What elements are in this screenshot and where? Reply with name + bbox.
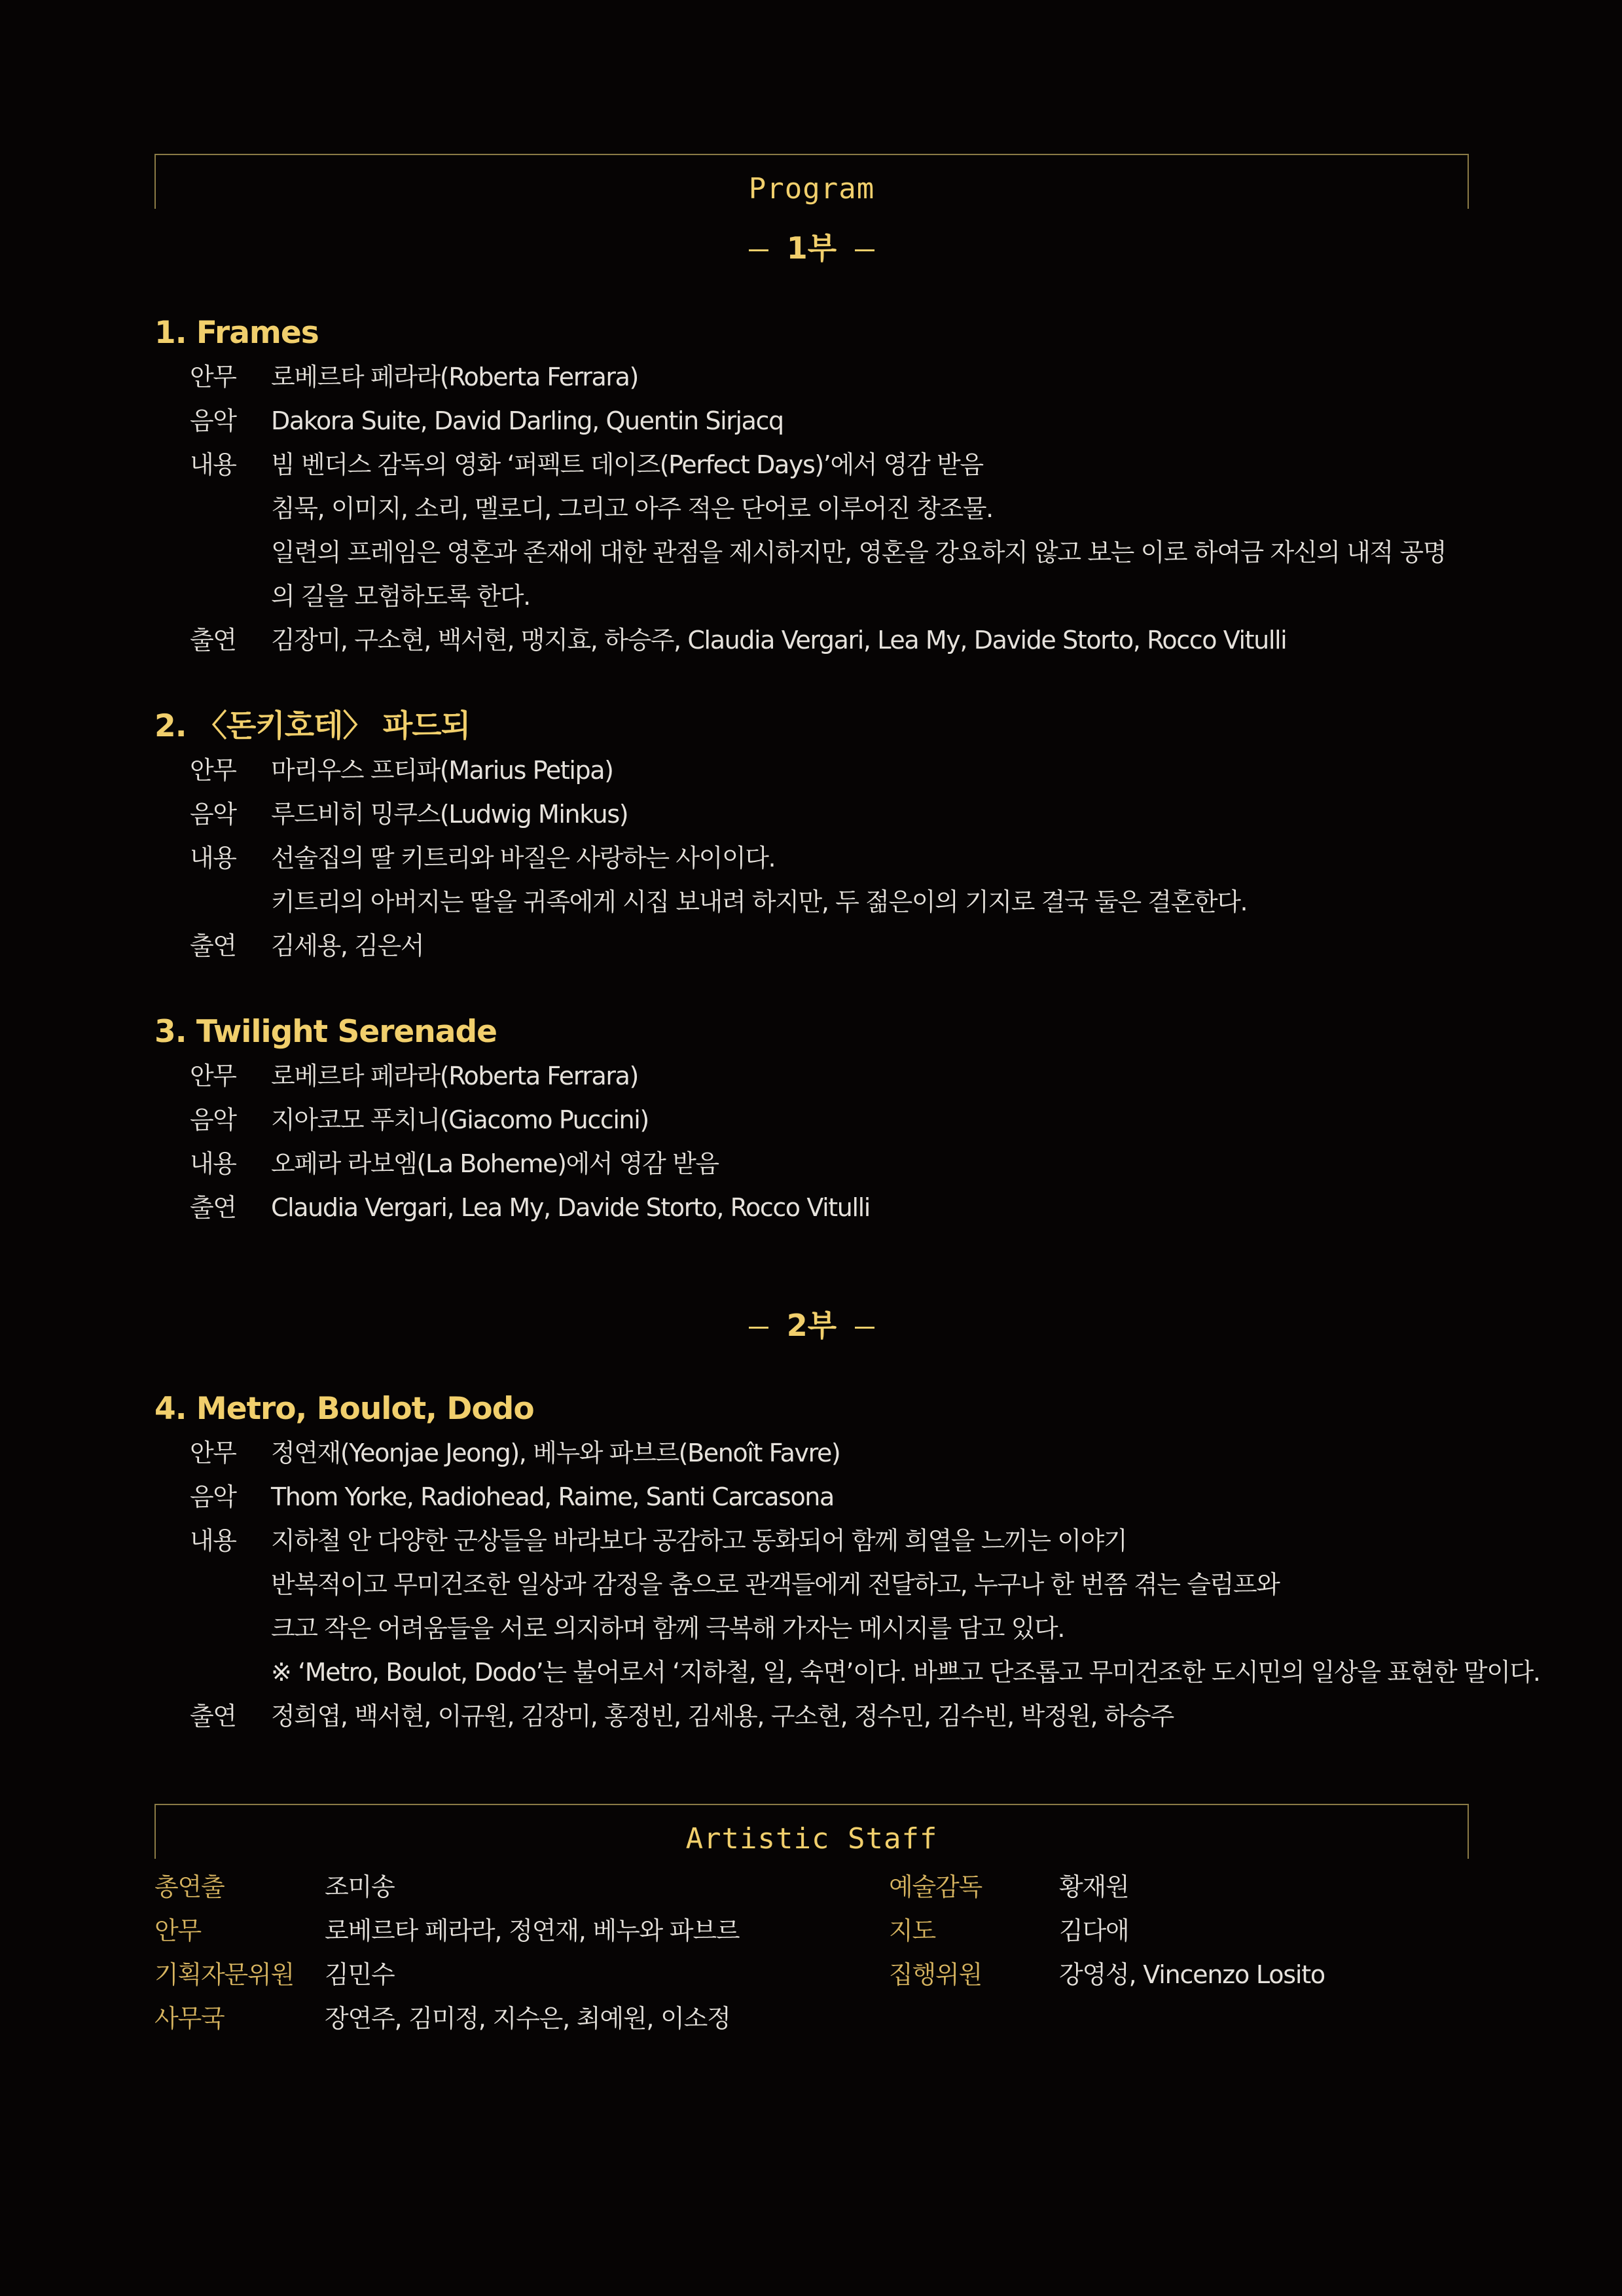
- dash-left: [749, 1327, 768, 1329]
- credit-value: [271, 1054, 1469, 1098]
- credit-row: [154, 836, 1469, 924]
- credit-label: 출연: [190, 1193, 236, 1222]
- credit-line: Thom Yorke, Radiohead, Raime, Santi Carcasona: [271, 1482, 834, 1511]
- credit-row: [154, 1519, 1540, 1695]
- dash-left: [749, 249, 768, 251]
- credit-value: [271, 1519, 1540, 1695]
- credit-row: [154, 749, 1469, 793]
- staff-row: [889, 1909, 1325, 1953]
- credit-row: [154, 399, 1469, 443]
- staff-frame: [154, 1804, 1469, 1859]
- credit-line: 정희엽, 백서현, 이규원, 김장미, 홍정빈, 김세용, 구소현, 정수민, 김수빈, 박정원, 하승주: [271, 1702, 1174, 1731]
- staff-row: [154, 1953, 739, 1997]
- staff-names: 김민수: [325, 1960, 395, 1989]
- program-heading: Program: [748, 172, 875, 206]
- credit-row: [154, 1475, 1469, 1519]
- credit-label: 내용: [190, 1526, 236, 1555]
- credit-label: 안무: [190, 1062, 236, 1090]
- staff-row: [154, 1997, 739, 2041]
- staff-role: 총연출: [154, 1873, 225, 1901]
- credit-row: [154, 793, 1469, 836]
- credit-label: 음악: [190, 1105, 236, 1134]
- credit-row: [154, 619, 1469, 662]
- staff-role: 집행위원: [889, 1960, 982, 1989]
- credit-line: 반복적이고 무미건조한 일상과 감정을 춤으로 관객들에게 전달하고, 누구나 한 번쯤 겪는 슬럼프와: [271, 1570, 1280, 1599]
- credit-label: 음악: [190, 406, 236, 435]
- credit-label: 내용: [190, 450, 236, 479]
- credit-row: [154, 1186, 1469, 1230]
- staff-names: 장연주, 김미정, 지수은, 최예원, 이소정: [325, 2004, 730, 2033]
- credit-value: [271, 836, 1469, 924]
- credit-row: [154, 355, 1469, 399]
- part-2-title: [154, 1306, 1469, 1345]
- credit-value: [271, 1098, 1469, 1142]
- credit-line: 오페라 라보엠(La Boheme)에서 영감 받음: [271, 1149, 719, 1178]
- credit-value: [271, 924, 1469, 968]
- credit-label: 안무: [190, 756, 236, 785]
- staff-role: 안무: [154, 1916, 202, 1945]
- credit-line: Claudia Vergari, Lea My, Davide Storto, Rocco Vitulli: [271, 1193, 870, 1222]
- credit-line: 의 길을 모험하도록 한다.: [271, 582, 530, 611]
- credit-value: [271, 749, 1469, 793]
- credit-label: 음악: [190, 1482, 236, 1511]
- staff-column-left: [154, 1865, 739, 2041]
- credit-value: [271, 1695, 1469, 1738]
- credit-value: [271, 619, 1469, 662]
- credit-row: [154, 1431, 1469, 1475]
- piece-title: 4. Metro, Boulot, Dodo: [154, 1391, 534, 1427]
- credit-line: 침묵, 이미지, 소리, 멜로디, 그리고 아주 적은 단어로 이루어진 창조물.: [271, 494, 993, 523]
- credit-line: 키트리의 아버지는 딸을 귀족에게 시집 보내려 하지만, 두 젊은이의 기지로 결국 둘은 결혼한다.: [271, 888, 1248, 916]
- staff-role: 지도: [889, 1916, 936, 1945]
- credit-label: 출연: [190, 626, 236, 655]
- staff-row: [154, 1865, 739, 1909]
- credit-line: 크고 작은 어려움들을 서로 의지하며 함께 극복해 가자는 메시지를 담고 있다.: [271, 1614, 1065, 1643]
- credit-line: 빔 벤더스 감독의 영화 ‘퍼펙트 데이즈(Perfect Days)’에서 영감 받음: [271, 450, 983, 479]
- staff-names: 김다애: [1059, 1916, 1129, 1945]
- credit-value: [271, 1475, 1469, 1519]
- credit-line: 지하철 안 다양한 군상들을 바라보다 공감하고 동화되어 함께 희열을 느끼는 이야기: [271, 1526, 1127, 1555]
- credit-value: [271, 355, 1469, 399]
- dash-right: [855, 1327, 874, 1329]
- staff-names: 황재원: [1059, 1873, 1129, 1901]
- staff-role: 기획자문위원: [154, 1960, 295, 1989]
- credit-value: [271, 793, 1469, 836]
- credit-line: 로베르타 페라라(Roberta Ferrara): [271, 1062, 638, 1090]
- credit-line: 일련의 프레임은 영혼과 존재에 대한 관점을 제시하지만, 영혼을 강요하지 않고 보는 이로 하여금 자신의 내적 공명: [271, 538, 1447, 567]
- credit-row: [154, 924, 1469, 968]
- staff-role: 사무국: [154, 2004, 225, 2033]
- credit-line: 루드비히 밍쿠스(Ludwig Minkus): [271, 800, 628, 829]
- staff-heading: Artistic Staff: [685, 1822, 938, 1856]
- staff-column-right: [889, 1865, 1325, 1997]
- credit-label: 안무: [190, 1439, 236, 1467]
- staff-row: [154, 1909, 739, 1953]
- piece-title: 2. 〈돈키호테〉 파드되: [154, 708, 471, 744]
- staff-row: [889, 1865, 1325, 1909]
- staff-names: 로베르타 페라라, 정연재, 베누와 파브르: [325, 1916, 740, 1945]
- credit-label: 음악: [190, 800, 236, 829]
- credit-label: 내용: [190, 844, 236, 872]
- staff-names: 강영성, Vincenzo Losito: [1059, 1960, 1325, 1989]
- credit-row: [154, 1142, 1469, 1186]
- staff-role: 예술감독: [889, 1873, 982, 1901]
- credit-line: 선술집의 딸 키트리와 바질은 사랑하는 사이이다.: [271, 844, 776, 872]
- credit-value: [271, 1186, 1469, 1230]
- piece-title: 3. Twilight Serenade: [154, 1014, 497, 1050]
- credit-row: [154, 1098, 1469, 1142]
- part-1-label: 1부: [786, 230, 837, 266]
- part-2-label: 2부: [786, 1308, 837, 1343]
- credit-value: [271, 443, 1469, 619]
- part-1-title: [154, 228, 1469, 268]
- credit-note: ※ ‘Metro, Boulot, Dodo’는 불어로서 ‘지하철, 일, 숙면’이다. 바쁘고 단조롭고 무미건조한 도시민의 일상을 표현한 말이다.: [271, 1658, 1540, 1687]
- program-page: [154, 154, 1540, 2036]
- credit-label: 내용: [190, 1149, 236, 1178]
- credit-label: 출연: [190, 931, 236, 960]
- credit-label: 안무: [190, 363, 236, 391]
- credit-value: [271, 1431, 1469, 1475]
- dash-right: [855, 249, 874, 251]
- credit-line: Dakora Suite, David Darling, Quentin Sirjacq: [271, 406, 784, 435]
- credit-line: 정연재(Yeonjae Jeong), 베누와 파브르(Benoît Favre): [271, 1439, 840, 1467]
- credit-line: 마리우스 프티파(Marius Petipa): [271, 756, 613, 785]
- staff-grid: [154, 1859, 1469, 2036]
- credit-label: 출연: [190, 1702, 236, 1731]
- credit-row: [154, 1695, 1469, 1738]
- credit-value: [271, 399, 1469, 443]
- credit-value: [271, 1142, 1469, 1186]
- staff-names: 조미송: [325, 1873, 395, 1901]
- credit-line: 김세용, 김은서: [271, 931, 424, 960]
- staff-row: [889, 1953, 1325, 1997]
- piece-title: 1. Frames: [154, 315, 319, 351]
- credit-row: [154, 1054, 1469, 1098]
- credit-line: 김장미, 구소현, 백서현, 맹지효, 하승주, Claudia Vergari, Lea My, Davide Storto, Rocco Vitulli: [271, 626, 1287, 655]
- credit-line: 로베르타 페라라(Roberta Ferrara): [271, 363, 638, 391]
- credit-line: 지아코모 푸치니(Giacomo Puccini): [271, 1105, 649, 1134]
- credit-row: [154, 443, 1469, 619]
- program-frame: [154, 154, 1469, 209]
